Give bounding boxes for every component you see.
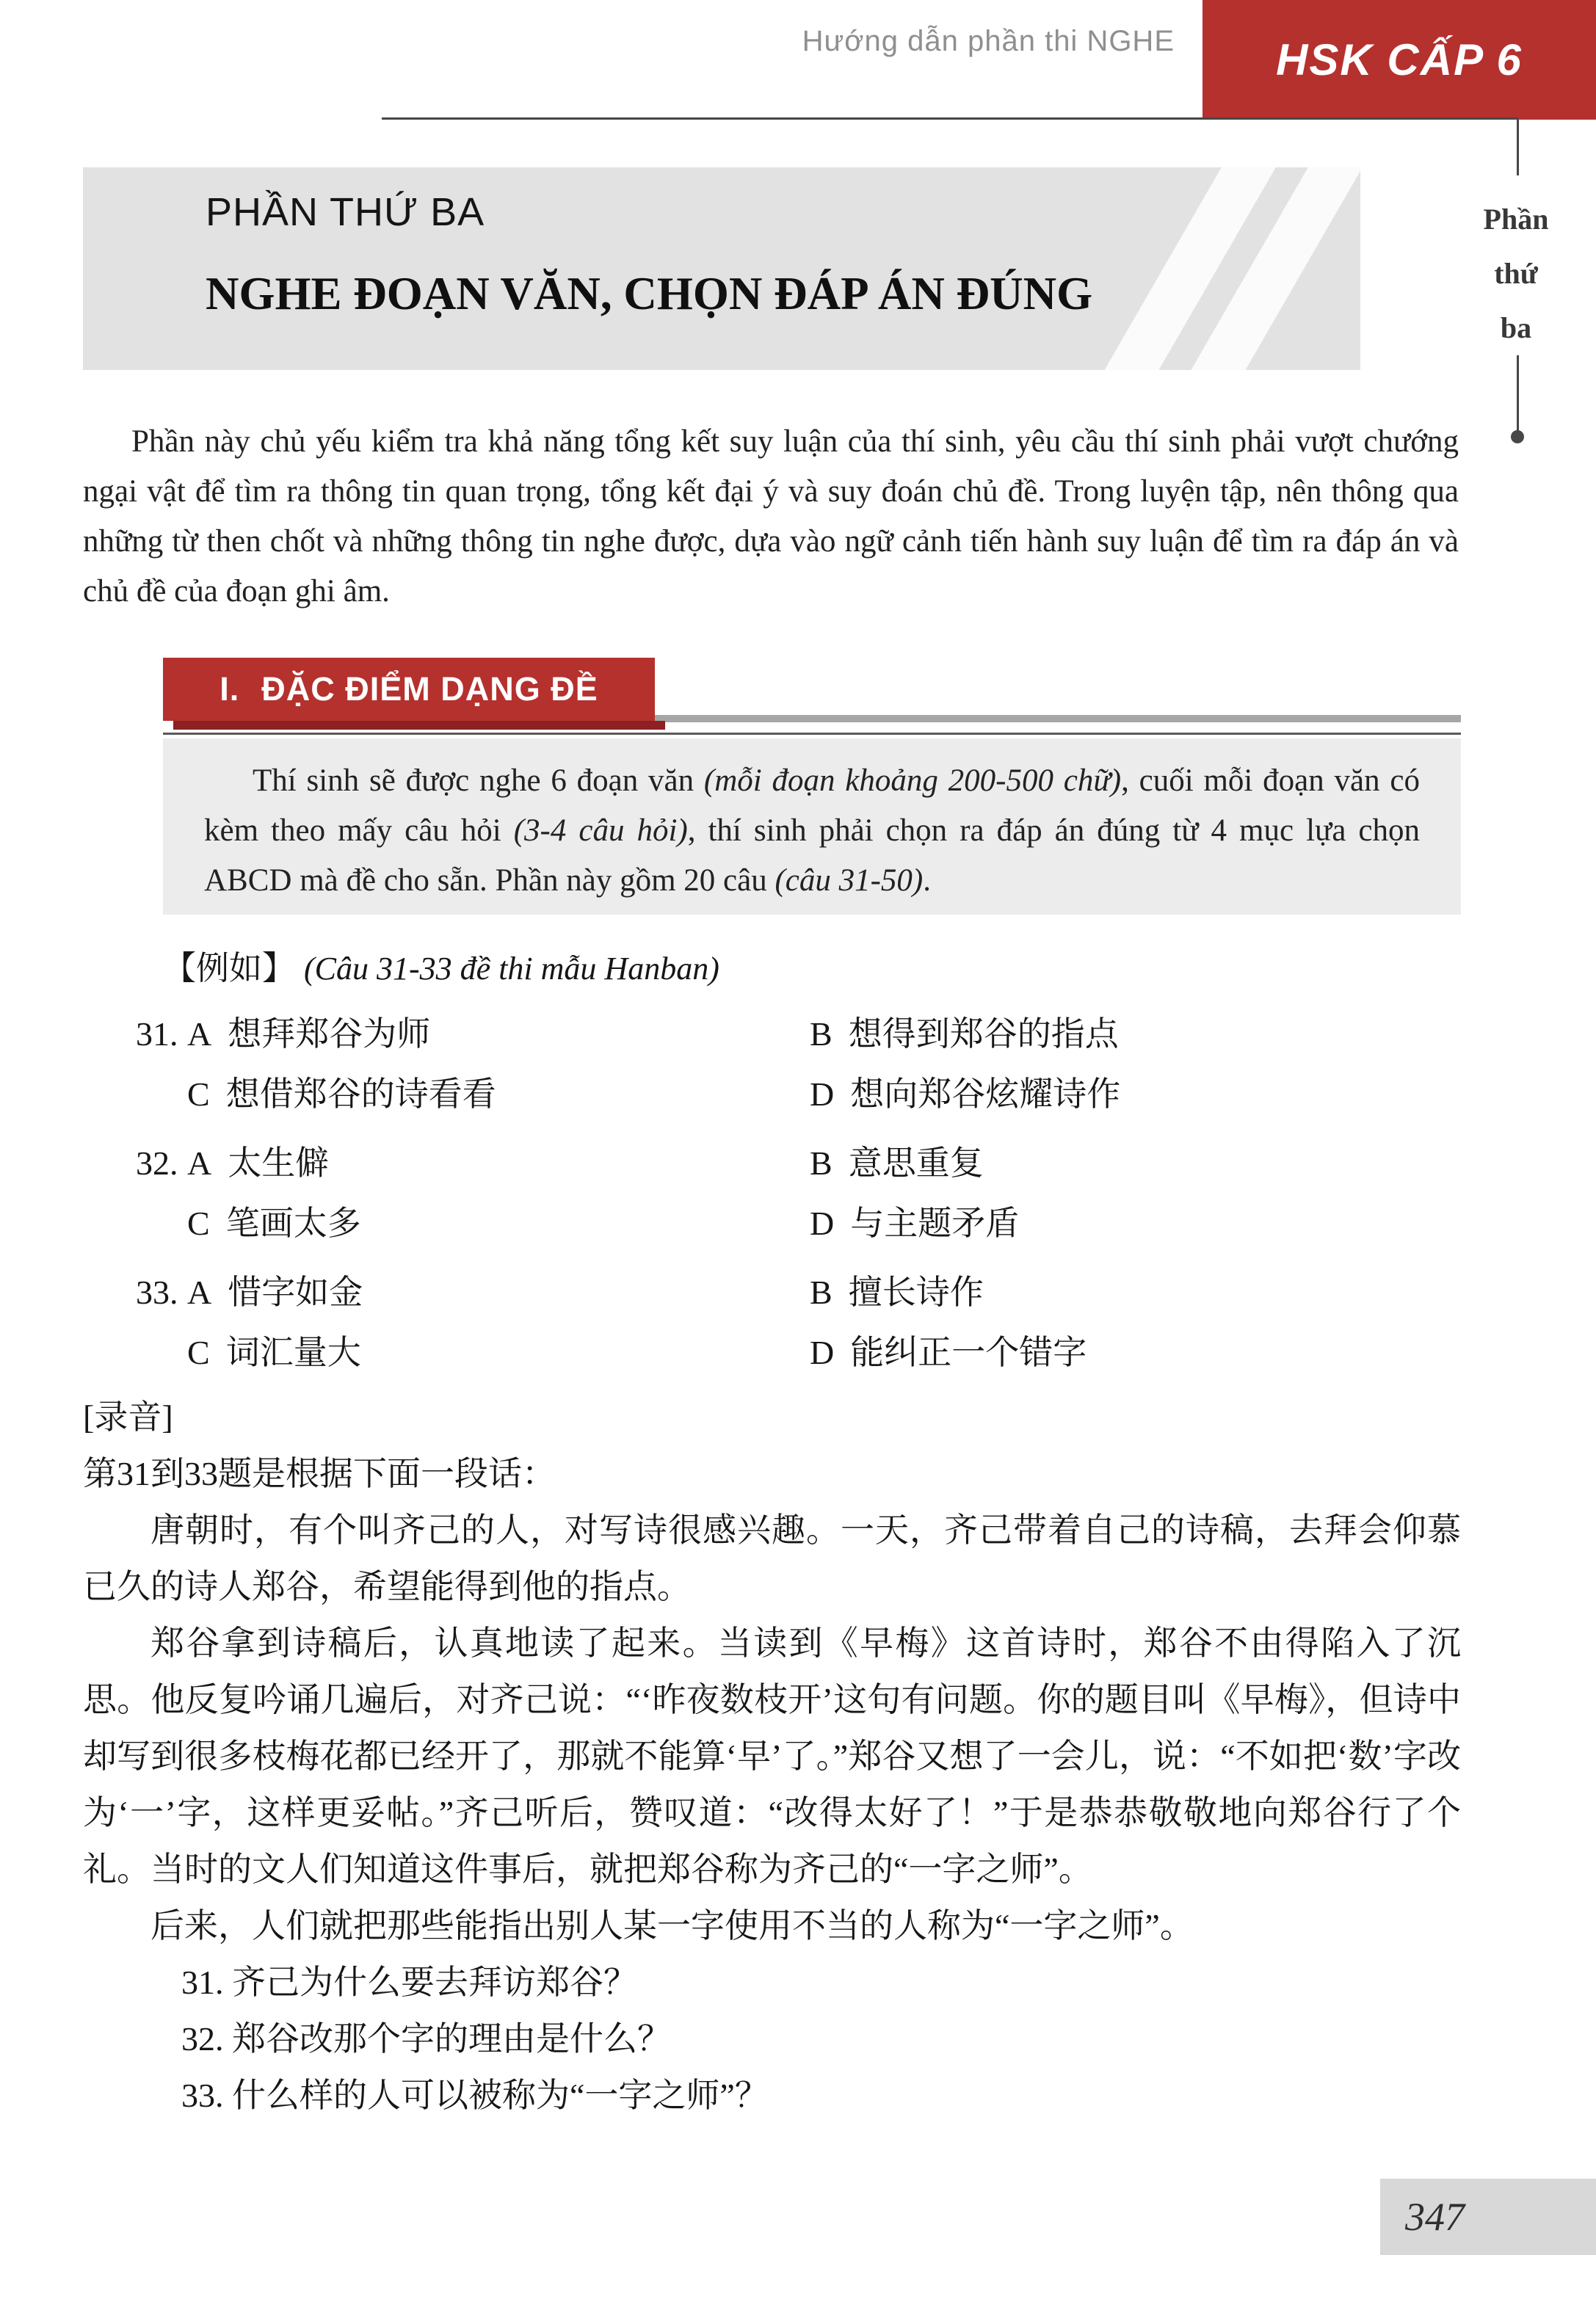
answer-option [187, 1007, 810, 1056]
section-number: I. [220, 670, 240, 708]
option-text: 意思重复 [848, 1144, 984, 1182]
side-tab-connector-bottom [1517, 355, 1519, 435]
recording-paragraph: 后来，人们就把那些能指出别人某一字使用不当的人称为“一字之师”。 [150, 1907, 1194, 1944]
answer-option [810, 1007, 1428, 1056]
section-heading [163, 658, 655, 721]
header-rule [382, 117, 1518, 120]
option-text: 太生僻 [228, 1144, 330, 1182]
option-letter: D [810, 1075, 835, 1113]
option-letter: C [187, 1334, 210, 1371]
side-tab-line: ba [1500, 311, 1532, 344]
recording-intro: 第31到33题是根据下面一段话： [83, 1455, 556, 1492]
option-letter: A [187, 1144, 212, 1182]
option-letter: B [810, 1015, 833, 1053]
question-number: 31. [136, 1015, 178, 1053]
hsk-level-badge [1203, 0, 1596, 120]
question-row [136, 1067, 1428, 1127]
option-text: 想借郑谷的诗看看 [225, 1075, 496, 1113]
question-row [136, 1326, 1428, 1386]
option-letter: B [810, 1274, 833, 1311]
answer-option [810, 1197, 1428, 1245]
option-text: 笔画太多 [225, 1205, 361, 1242]
question-block [136, 1007, 1428, 1127]
panel-segment: , cuối mỗi đoạn văn có kèm theo mấy câu hỏi [204, 763, 1420, 848]
question-row [136, 1197, 1428, 1257]
recording-transcript [83, 1389, 1461, 2124]
recording-tag: [录音] [83, 1398, 173, 1436]
page-number-box [1380, 2179, 1596, 2255]
option-text: 词汇量大 [225, 1334, 361, 1371]
question-block [136, 1266, 1428, 1386]
recording-paragraph: 唐朝时，有个叫齐己的人，对写诗很感兴趣。一天，齐己带着自己的诗稿，去拜会仰慕已久的诗人郑谷，希望能得到他的指点。 [83, 1511, 1461, 1605]
chapter-title: NGHE ĐOẠN VĂN, CHỌN ĐÁP ÁN ĐÚNG [206, 268, 1093, 319]
panel-segment: Thí sinh sẽ được nghe 6 đoạn văn [253, 763, 704, 798]
question-row [136, 1136, 1428, 1197]
option-text: 想向郑谷炫耀诗作 [850, 1075, 1121, 1113]
title-block [83, 167, 1360, 370]
hsk-level-badge-label: HSK CẤP 6 [1276, 35, 1523, 84]
side-tab-dot [1511, 430, 1524, 443]
section-heading-shadow [173, 721, 665, 730]
question-row [136, 1007, 1428, 1067]
option-text: 惜字如金 [228, 1274, 363, 1311]
section-panel-text [163, 738, 1461, 906]
answer-option [810, 1067, 1428, 1116]
recording-paragraph: 郑谷拿到诗稿后，认真地读了起来。当读到《早梅》这首诗时，郑谷不由得陷入了沉思。他反复吟诵几遍后，对齐己说：“‘昨夜数枝开’这句有问题。你的题目叫《早梅》，但诗中却写到很多枝梅花都已经开了，那就不能算‘早’了。”郑谷又想了一会儿，说：“不如把‘数’字改为‘一’字，这样更妥帖。”齐己听后，赞叹道：“改得太好了！”于是恭恭敬敬地向郑谷行了个礼。当时的文人们知道这件事后，就把郑谷称为齐己的“一字之师”。 [83, 1624, 1461, 1888]
answer-option [187, 1326, 810, 1374]
option-letter: B [810, 1144, 833, 1182]
side-tab-connector-top [1517, 120, 1519, 175]
answer-option [810, 1136, 1428, 1185]
example-heading [163, 941, 719, 989]
intro-paragraph: Phần này chủ yếu kiểm tra khả năng tổng kết suy luận của thí sinh, yêu cầu thí sinh phải vượt chướng ngại vật để tìm ra thông tin quan trọng, tổng kết đại ý và suy đoán chủ đề. Trong luyện tập, nên thông qua những từ then chốt và những thông tin nghe được, dựa vào ngữ cảnh tiến hành suy luận để tìm ra đáp án và chủ đề của đoạn ghi âm. [83, 424, 1459, 609]
question-number: 33. [136, 1274, 178, 1311]
answer-option [187, 1136, 810, 1185]
option-letter: C [187, 1205, 210, 1242]
recording-question: 31. 齐己为什么要去拜访郑谷？ [181, 1964, 637, 2001]
option-text: 想拜郑谷为师 [228, 1015, 431, 1053]
panel-segment-italic: (mỗi đoạn khoảng 200-500 chữ) [703, 763, 1122, 798]
option-letter: A [187, 1274, 212, 1311]
section-heading-label: ĐẶC ĐIỂM DẠNG ĐỀ [261, 670, 598, 708]
panel-segment-italic: (câu 31-50) [775, 863, 924, 898]
question-block [136, 1136, 1428, 1257]
option-text: 能纠正一个错字 [850, 1334, 1087, 1371]
recording-question: 33. 什么样的人可以被称为“一字之师”？ [181, 2077, 769, 2114]
example-note: (Câu 31-33 đề thi mẫu Hanban) [304, 951, 719, 987]
section-heading-band [655, 715, 1461, 722]
panel-segment-italic: (3-4 câu hỏi) [513, 813, 688, 848]
option-text: 想得到郑谷的指点 [848, 1015, 1119, 1053]
side-tab [1457, 192, 1575, 355]
option-text: 与主题矛盾 [850, 1205, 1020, 1242]
section-rule [163, 733, 1461, 735]
option-letter: D [810, 1205, 835, 1242]
running-title: Hướng dẫn phần thi NGHE [802, 25, 1175, 57]
answer-option [810, 1266, 1428, 1314]
section-panel [163, 738, 1461, 915]
panel-segment: . [923, 863, 931, 898]
answer-option [187, 1266, 810, 1314]
option-letter: A [187, 1015, 212, 1053]
example-label: 【例如】 [163, 950, 296, 987]
side-tab-line: thứ [1494, 257, 1538, 290]
question-row [136, 1266, 1428, 1326]
panel-segment: , thí sinh phải chọn ra đáp án đúng từ 4 mục lựa chọn ABCD mà đề cho sẵn. Phần này gồm 20 câu [204, 813, 1420, 898]
answer-option [810, 1326, 1428, 1374]
page-number: 347 [1405, 2195, 1465, 2239]
sample-questions [136, 1007, 1428, 1395]
option-text: 擅长诗作 [848, 1274, 984, 1311]
recording-question: 32. 郑谷改那个字的理由是什么？ [181, 2020, 671, 2058]
question-number: 32. [136, 1144, 178, 1182]
option-letter: D [810, 1334, 835, 1371]
answer-option [187, 1197, 810, 1245]
side-tab-line: Phần [1483, 203, 1549, 236]
answer-option [187, 1067, 810, 1116]
option-letter: C [187, 1075, 210, 1113]
chapter-kicker: PHẦN THỨ BA [206, 190, 485, 234]
